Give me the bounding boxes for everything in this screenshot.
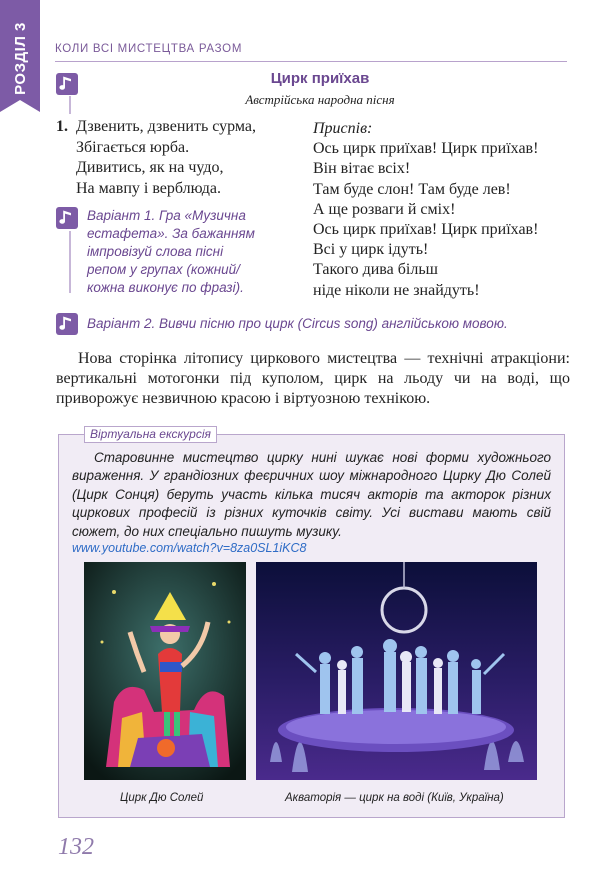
cirque-du-soleil-photo xyxy=(84,562,246,780)
chorus-line: А ще розваги й сміх! xyxy=(313,200,456,218)
verse-line: Дивитись, як на чудо, xyxy=(76,159,224,176)
chorus-line: Всі у цирк ідуть! xyxy=(313,241,429,259)
variant1-line: імпровізуй слова пісні xyxy=(87,244,224,259)
song-title: Цирк приїхав xyxy=(270,70,370,87)
photo-caption: Акваторія — цирк на воді (Київ, Україна) xyxy=(285,792,504,804)
section-side-rule xyxy=(69,96,71,114)
variant1-task xyxy=(87,207,279,297)
verse-line: На мавпу і верблюда. xyxy=(76,179,222,197)
verse-number: 1. xyxy=(56,118,68,135)
variant1-line: естафета». За бажанням xyxy=(87,226,255,241)
music-note-icon xyxy=(56,73,78,95)
verse-line: Дзвенить, дзвенить сурма, xyxy=(76,118,257,135)
section-tab xyxy=(0,0,40,112)
photo-caption: Цирк Дю Солей xyxy=(120,792,204,804)
verse-line: Збігається юрба. xyxy=(76,138,190,156)
variant1-side-rule xyxy=(69,231,71,293)
music-note-icon xyxy=(56,207,78,229)
video-link[interactable]: www.youtube.com/watch?v=8za0SL1iKC8 xyxy=(72,541,307,555)
chorus-line: Там буде слон! Там буде лев! xyxy=(313,180,511,198)
song-subtitle: Австрійська народна пісня xyxy=(245,92,395,107)
body-paragraph: Нова сторінка літопису циркового мистецтва — технічні атракціони: вертикальні мотогонки під куполом, цирк на льоду чи на воді, що приворожує незвичною красою і віртуозною технікою. xyxy=(56,350,570,407)
running-head: КОЛИ ВСІ МИСТЕЦТВА РАЗОМ xyxy=(55,43,243,55)
page-number: 132 xyxy=(58,834,94,860)
chorus-line: Ось цирк приїхав! Цирк приїхав! xyxy=(313,140,539,158)
variant1-line: репом у групах (кожний/ xyxy=(87,262,240,277)
music-note-icon xyxy=(56,313,78,335)
virtual-tour-text: Старовинне мистецтво цирку нині шукає нові форми художнього вираження. У грандіозних феєричних шоу міжнародного Цирку Дю Солей (Цирк Сонця) беруть участь кілька тисяч акторів та акторок різних циркових професій із різних куточків світу. Усі вистави мають свій сюжет, до них спеціально пишуть музику. xyxy=(72,450,551,539)
aquatoria-water-circus-photo xyxy=(256,562,537,780)
header-divider xyxy=(55,61,567,62)
chorus-label: Приспів: xyxy=(313,120,373,137)
chorus-line: Він вітає всіх! xyxy=(313,160,411,178)
variant1-line: Варіант 1. Гра «Музична xyxy=(87,208,246,223)
chorus-line: Такого дива більш xyxy=(313,261,438,279)
variant2-task: Варіант 2. Вивчи пісню про цирк (Circus song) англійською мовою. xyxy=(87,316,508,331)
chorus-line: ніде ніколи не знайдуть! xyxy=(313,281,480,299)
variant1-line: кожна виконує по фразі). xyxy=(87,280,244,295)
virtual-tour-label: Віртуальна екскурсія xyxy=(84,426,217,443)
section-tab-label: РОЗДІЛ 3 xyxy=(11,21,29,95)
chorus-line: Ось цирк приїхав! Цирк приїхав! xyxy=(313,221,539,239)
song-chorus xyxy=(313,119,538,301)
